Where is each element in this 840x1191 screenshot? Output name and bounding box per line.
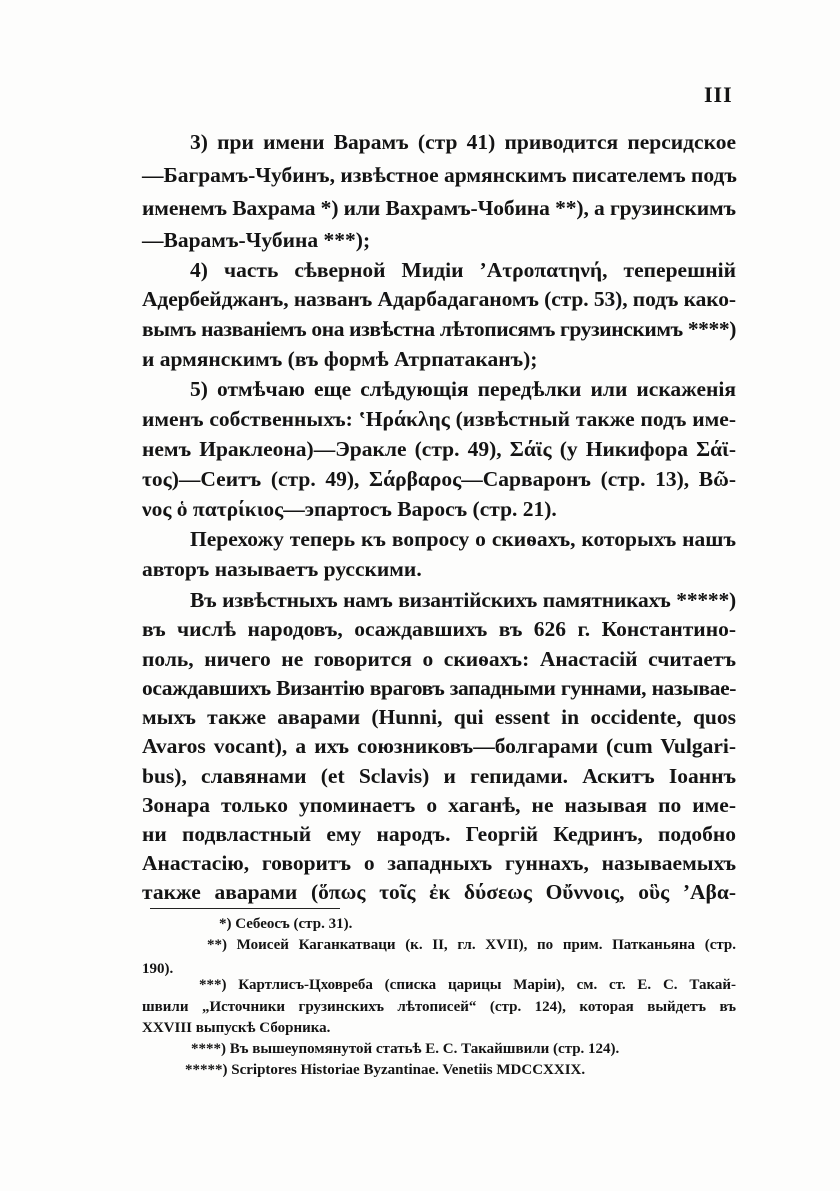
text-line: bus), славянами (et Sclavis) и гепидами. Аскитъ Iоаннъ	[142, 764, 736, 788]
text-line: τος)—Сеитъ (стр. 49), Σάρβαρος—Сарваронъ (стр. 13), Βῶ-	[142, 467, 736, 491]
footnote: швили „Источники грузинскихъ лѣтописей“ (стр. 124), которая выйдетъ въ	[142, 999, 736, 1015]
footnote: ***) Картлисъ-Цховреба (списка царицы Марiи), см. ст. Е. С. Такай-	[199, 977, 736, 993]
text-line: 4) часть сѣверной Мидiи ʼΑτροπατηνή, теперешнiй	[190, 258, 736, 282]
text-line: Въ извѣстныхъ намъ византiйскихъ памятникахъ *****)	[190, 588, 736, 612]
text-line: Зонара только упоминаетъ о хаганѣ, не называя по име-	[142, 793, 736, 817]
text-line: Адербейджанъ, названъ Адарбадаганомъ (стр. 53), подъ како-	[142, 287, 736, 311]
page-number: III	[704, 82, 733, 107]
footnote: *****) Scriptores Historiae Byzantinae. Venetiis MDCCXXIX.	[185, 1062, 586, 1078]
footnote: **) Моисей Каганкатваци (к. II, гл. XVII), по прим. Патканьяна (стр.	[207, 937, 736, 953]
text-line: 3) при имени Варамъ (стр 41) приводится персидское	[190, 130, 736, 154]
footnote: ****) Въ вышеупомянутой статьѣ Е. С. Такайшвили (стр. 124).	[191, 1041, 620, 1057]
text-line: 5) отмѣчаю еще слѣдующiя передѣлки или искаженiя	[190, 377, 736, 401]
text-line: именемъ Вахрама *) или Вахрамъ-Чобина **), а грузинскимъ	[142, 196, 736, 220]
text-line: также аварами (ὅπως τοῖς ἐκ δύσεως Οὔννοις, οὓς ʼΑβα-	[142, 880, 736, 904]
text-line: авторъ называетъ русскими.	[142, 557, 422, 581]
text-line: осаждавшихъ Византiю враговъ западными гуннами, называе-	[142, 676, 736, 700]
text-line: вымъ названiемъ она извѣстна лѣтописямъ грузинскимъ ****)	[142, 317, 736, 341]
text-line: νος ὁ πατρίκιος—эпартосъ Варосъ (стр. 21).	[142, 497, 557, 521]
text-line: Avaros vocant), а ихъ союзниковъ—болгарами (cum Vulgari-	[142, 734, 736, 758]
text-line: ни подвластный ему народъ. Георгiй Кедринъ, подобно	[142, 822, 736, 846]
footnote: XXVIII выпускѣ Сборника.	[142, 1020, 331, 1036]
text-line: въ числѣ народовъ, осаждавшихъ въ 626 г. Константино-	[142, 617, 736, 641]
footnote: 190).	[142, 961, 174, 977]
text-line: —Баграмъ-Чубинъ, извѣстное армянскимъ писателемъ подъ	[142, 163, 737, 187]
text-line: Анастасiю, говоритъ о западныхъ гуннахъ, называемыхъ	[142, 851, 736, 875]
text-line: мыхъ также аварами (Hunni, qui essent in occidente, quos	[142, 705, 736, 729]
text-line: немъ Ираклеона)—Эракле (стр. 49), Σάϊς (у Никифора Σάϊ-	[142, 437, 736, 461]
footnote-divider	[150, 908, 340, 909]
text-line: поль, ничего не говорится о скиѳахъ: Анастасiй считаетъ	[142, 647, 736, 671]
text-line: именъ собственныхъ: ʽΗράκλης (извѣстный также подъ име-	[142, 407, 736, 431]
text-line: Перехожу теперь къ вопросу о скиѳахъ, которыхъ нашъ	[190, 527, 736, 551]
text-line: —Варамъ-Чубина ***);	[142, 228, 371, 252]
text-line: и армянскимъ (въ формѣ Атрпатаканъ);	[142, 347, 538, 371]
footnote: *) Себеосъ (стр. 31).	[219, 916, 353, 932]
